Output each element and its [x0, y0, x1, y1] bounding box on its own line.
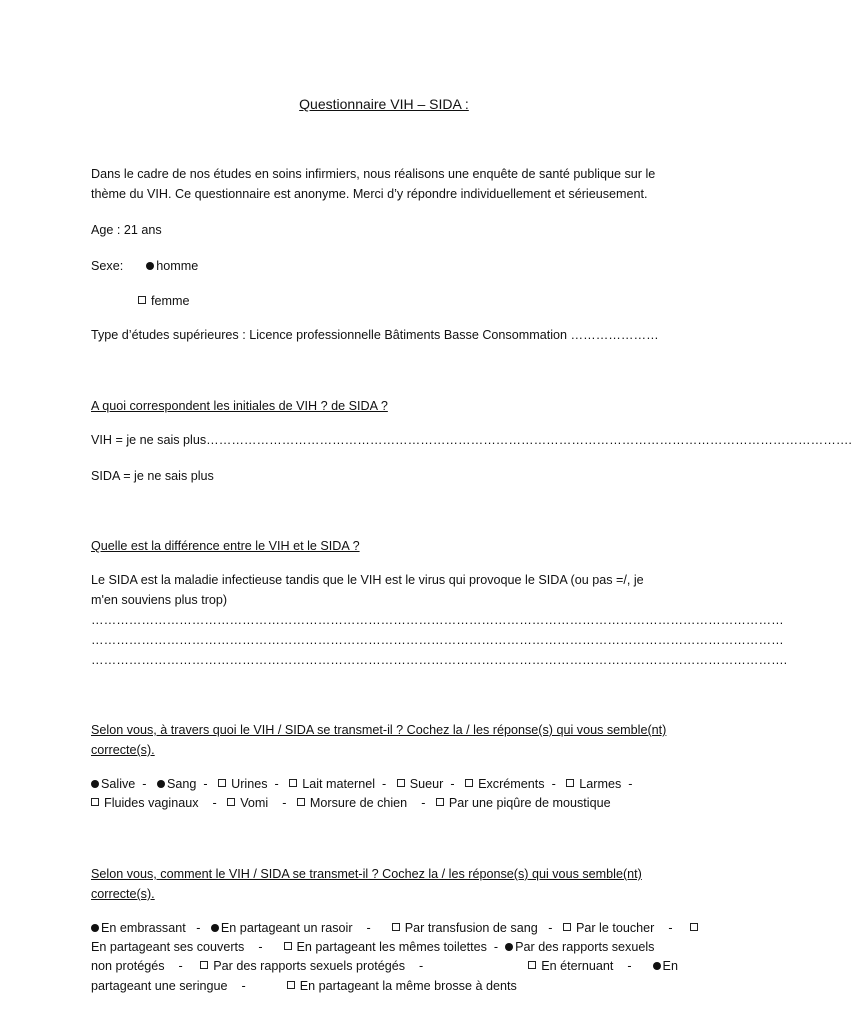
- intro-line-1: Dans le cadre de nos études en soins infirmiers, nous réalisons une enquête de santé publique sur le: [91, 167, 656, 181]
- option-rasoir-checked[interactable]: [211, 924, 219, 932]
- option-par-une-piqure-de-moustique-label: Par une piqûre de moustique: [448, 796, 611, 810]
- homme-radio-checked[interactable]: [146, 262, 154, 270]
- sexe-row: [91, 258, 198, 274]
- option-vomi-label: Vomi: [240, 796, 269, 810]
- question-3-line-2: correcte(s).: [91, 743, 155, 757]
- option-eternuant-checkbox[interactable]: [528, 961, 536, 969]
- question-3-line-1: Selon vous, à travers quoi le VIH / SIDA se transmet-il ? Cochez la / les réponse(s) qui vous semble(nt): [91, 723, 667, 737]
- option-sueur-label: Sueur: [409, 777, 444, 791]
- option-urines-label: Urines: [231, 777, 268, 791]
- option-toucher-checkbox[interactable]: [563, 923, 571, 931]
- femme-row: [138, 293, 190, 309]
- option-rapports-p-checkbox[interactable]: [200, 961, 208, 969]
- femme-label: femme: [151, 294, 190, 308]
- option-rapports-p-label: Par des rapports sexuels protégés: [213, 959, 406, 973]
- option-urines-checkbox[interactable]: [218, 779, 226, 787]
- option-morsure-de-chien-checkbox[interactable]: [297, 798, 305, 806]
- question-4-line-1: Selon vous, comment le VIH / SIDA se transmet-il ? Cochez la / les réponse(s) qui vous semble(nt): [91, 867, 642, 881]
- option-transfusion-label: Par transfusion de sang: [404, 921, 538, 935]
- q2-answer-line-1: Le SIDA est la maladie infectieuse tandis que le VIH est le virus qui provoque le SIDA (ou pas =/, je: [91, 573, 644, 587]
- option-sueur-checkbox[interactable]: [397, 779, 405, 787]
- option-sang-checked[interactable]: [157, 780, 165, 788]
- option-transfusion-checkbox[interactable]: [392, 923, 400, 931]
- option-couverts-label: En partageant ses couverts: [91, 940, 245, 954]
- option-embrassant-label: En embrassant: [101, 921, 186, 935]
- option-couverts-checkbox[interactable]: [690, 923, 698, 931]
- q2-answer-line-2: m'en souviens plus trop): [91, 593, 228, 607]
- q4-options-row-1: En embrassant - En partageant un rasoir - Par transfusion de sang - Par le toucher -: [91, 920, 703, 936]
- sida-answer: SIDA = je ne sais plus: [91, 469, 214, 483]
- option-larmes-checkbox[interactable]: [566, 779, 574, 787]
- homme-label: homme: [156, 259, 199, 273]
- option-vomi-checkbox[interactable]: [227, 798, 235, 806]
- option-seringue-label-cont: partageant une seringue: [91, 979, 228, 993]
- option-embrassant-checked[interactable]: [91, 924, 99, 932]
- vih-answer: VIH = je ne sais plus……………………………………………………………………………………………………………………………………….: [91, 433, 852, 447]
- option-salive-checked[interactable]: [91, 780, 99, 788]
- option-salive-label: Salive: [101, 777, 136, 791]
- age-field: Age : 21 ans: [91, 223, 162, 237]
- option-lait-maternel-label: Lait maternel: [302, 777, 376, 791]
- option-eternuant-label: En éternuant: [541, 959, 614, 973]
- option-excrements-checkbox[interactable]: [465, 779, 473, 787]
- option-par-une-piqure-de-moustique-checkbox[interactable]: [436, 798, 444, 806]
- option-morsure-de-chien-label: Morsure de chien: [309, 796, 408, 810]
- option-excrements-label: Excréments: [478, 777, 545, 791]
- option-rapports-np-label-cont: non protégés: [91, 959, 165, 973]
- question-1: A quoi correspondent les initiales de VIH ? de SIDA ?: [91, 399, 388, 413]
- option-brosse-label: En partageant la même brosse à dents: [299, 979, 517, 993]
- option-seringue-label: En: [662, 959, 678, 973]
- option-rasoir-label: En partageant un rasoir: [220, 921, 353, 935]
- question-2: Quelle est la différence entre le VIH et le SIDA ?: [91, 539, 360, 553]
- option-rapports-np-label: Par des rapports sexuels: [515, 940, 655, 954]
- option-toilettes-checkbox[interactable]: [284, 942, 292, 950]
- sexe-label: Sexe:: [91, 259, 124, 273]
- option-fluides-vaginaux-label: Fluides vaginaux: [104, 796, 199, 810]
- option-sang-label: Sang: [167, 777, 197, 791]
- option-seringue-checked[interactable]: [653, 962, 661, 970]
- option-rapports-np-checked[interactable]: [505, 943, 513, 951]
- q3-options-row-1: Salive - Sang - Urines - Lait maternel - Sueur - Excréments - Larmes -: [91, 776, 643, 792]
- q4-options-row-4: partageant une seringue - En partageant la même brosse à dents: [91, 979, 517, 993]
- femme-checkbox[interactable]: [138, 296, 146, 304]
- intro-line-2: thème du VIH. Ce questionnaire est anonyme. Merci d’y répondre individuellement et sérieusement.: [91, 187, 648, 201]
- option-brosse-checkbox[interactable]: [287, 981, 295, 989]
- document-title: Questionnaire VIH – SIDA :: [299, 96, 469, 112]
- option-lait-maternel-checkbox[interactable]: [289, 779, 297, 787]
- q2-dotted-line-2: …………………………………………………………………………………………………………………………………………………: [91, 633, 784, 647]
- option-toucher-label: Par le toucher: [575, 921, 655, 935]
- q2-dotted-line-1: …………………………………………………………………………………………………………………………………………………: [91, 613, 784, 627]
- option-larmes-label: Larmes: [579, 777, 622, 791]
- etudes-field: Type d’études supérieures : Licence professionnelle Bâtiments Basse Consommation …………………: [91, 328, 659, 342]
- q4-options-row-3: non protégés - Par des rapports sexuels protégés - En éternuant - En: [91, 959, 678, 973]
- q4-options-row-2: En partageant ses couverts - En partageant les mêmes toilettes - Par des rapports sexuels: [91, 940, 655, 954]
- option-fluides-vaginaux-checkbox[interactable]: [91, 798, 99, 806]
- q3-options-row-2: Fluides vaginaux - Vomi - Morsure de chien - Par une piqûre de moustique: [91, 795, 611, 811]
- option-toilettes-label: En partageant les mêmes toilettes: [296, 940, 487, 954]
- q2-dotted-line-3: ………………………………………………………………………………………………………………………………………………….: [91, 653, 788, 667]
- question-4-line-2: correcte(s).: [91, 887, 155, 901]
